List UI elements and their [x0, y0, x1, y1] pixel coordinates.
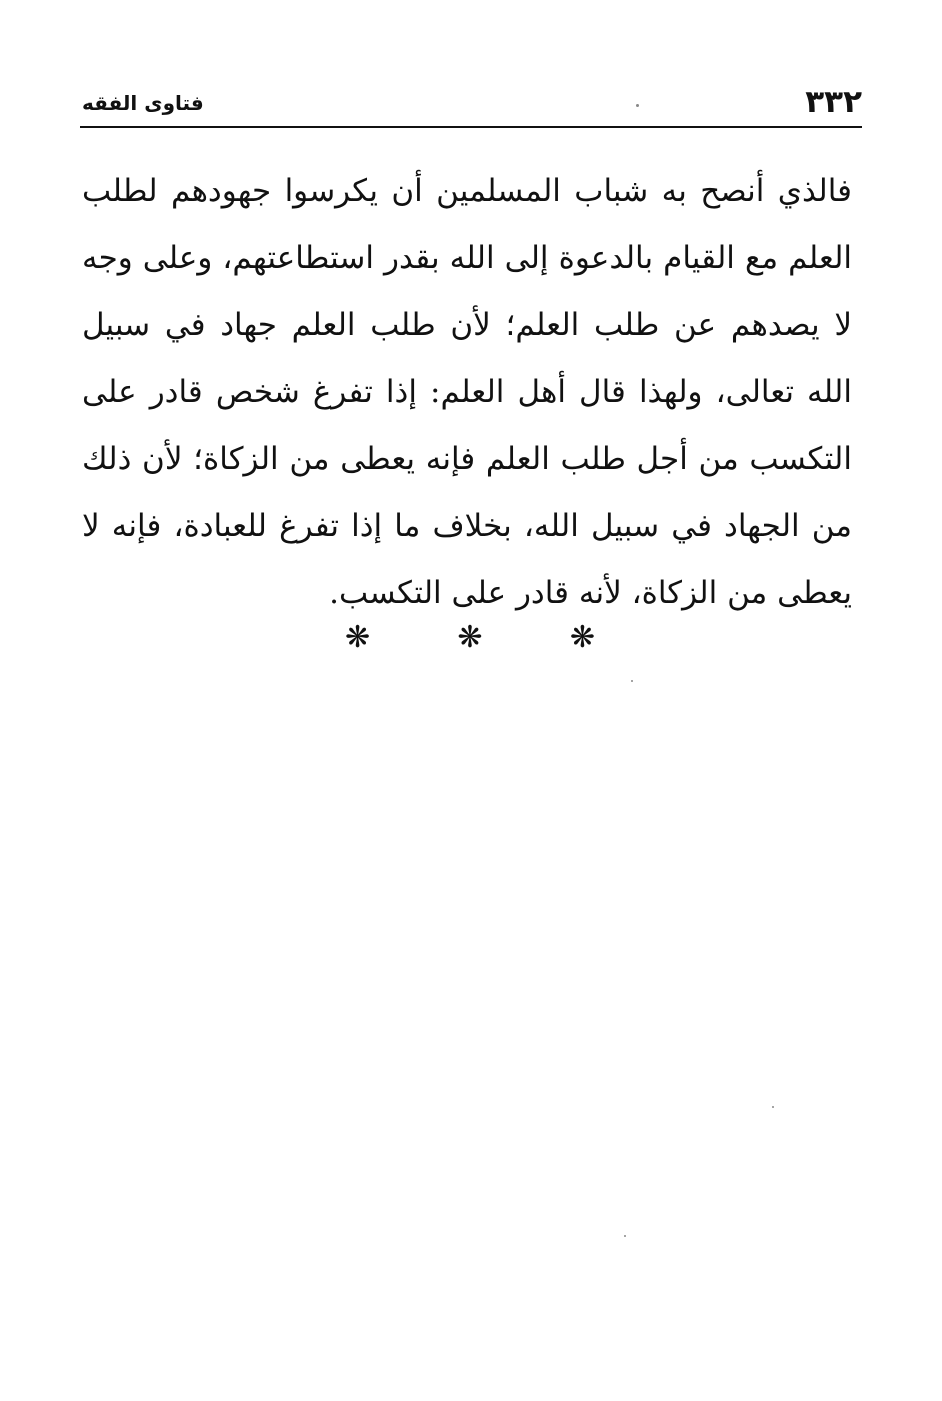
running-title: فتاوى الفقه [82, 91, 204, 115]
section-separator [345, 618, 595, 658]
scan-speck [636, 104, 639, 107]
scan-speck [631, 680, 633, 682]
separator-star-icon: ❋ [345, 620, 371, 655]
page-number: ٣٣٢ [805, 84, 862, 120]
page-header [82, 82, 862, 126]
body-paragraph: فالذي أنصح به شباب المسلمين أن يكرسوا جهودهم لطلب العلم مع القيام بالدعوة إلى الله بقدر استطاعتهم، وعلى وجه لا يصدهم عن طلب العلم؛ لأن طلب العلم جهاد في سبيل الله تعالى، ولهذا قال أهل العلم: إذا تفرغ شخص قادر على التكسب من أجل طلب العلم فإنه يعطى من الزكاة؛ لأن ذلك من الجهاد في سبيل الله، بخلاف ما إذا تفرغ للعبادة، فإنه لا يعطى من الزكاة، لأنه قادر على التكسب. [82, 173, 852, 611]
separator-star-icon: ❋ [457, 620, 483, 655]
header-rule [80, 126, 862, 128]
separator-star-icon: ❋ [569, 620, 595, 655]
scan-speck [772, 1106, 774, 1108]
scan-speck [624, 1235, 626, 1237]
